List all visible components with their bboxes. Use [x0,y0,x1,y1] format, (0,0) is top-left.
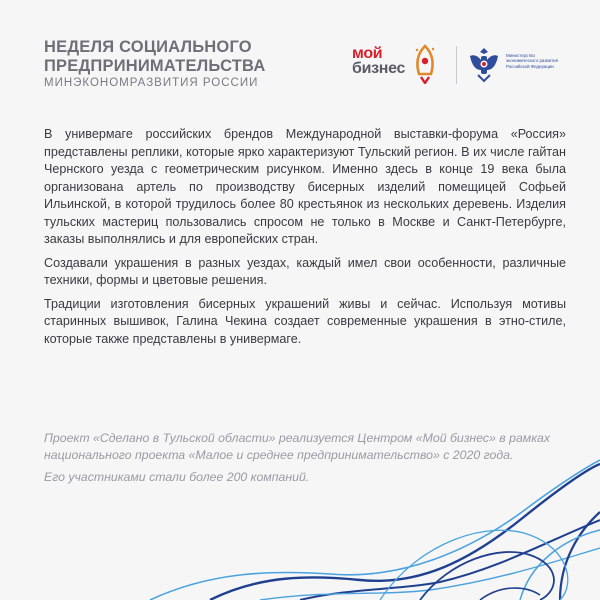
moy-biznes-line-1: мой [352,45,383,62]
footer-paragraph-2: Его участниками стали более 200 компаний. [44,470,310,484]
footer-note [44,430,564,492]
main-article [44,126,566,354]
article-paragraph-3: Традиции изготовления бисерных украшений живы и сейчас. Используя мотивы старинных вышивок, Галина Чекина создает современные украшения в этно-стиле, которые также представлены в универмаге. [44,296,566,346]
article-paragraph-2: Создавали украшения в разных уездах, каждый имел свои особенности, различные техники, формы и цветовые решения. [44,255,566,287]
title-line-2: ПРЕДПРИНИМАТЕЛЬСТВА [44,57,266,75]
article-paragraph-1: В универмаге российских брендов Международной выставки-форума «Россия» представлены реплики, которые ярко характеризуют Тульский регион. В их числе гайтан Чернского уезда с геометрическим рисунком. Именно здесь в конце 19 века была организована артель по производству бисерных изделий помещицей Софьей Ильинской, в которой трудилось более 80 крестьянок из нескольких деревень. Изделия тульских мастериц пользовались спросом не только в Москве и Санкт-Петербурге, заказы выполнялись и для европейских стран. [44,127,566,246]
page-title [44,38,265,76]
moy-biznes-wordmark [352,46,405,76]
eagle-emblem-icon [466,44,502,84]
page-subtitle: МИНЭКОНОМРАЗВИТИЯ РОССИИ [44,77,259,89]
moy-biznes-line-2: бизнес [352,60,406,77]
logo-divider [456,46,457,84]
moy-biznes-logo [352,44,442,86]
ministry-line-3: Российской Федерации [506,63,554,69]
ministry-line-2: экономического развития [506,58,558,64]
title-line-1: НЕДЕЛЯ СОЦИАЛЬНОГО [44,38,252,56]
rocket-icon [412,44,438,84]
ministry-line-1: Министерство [506,53,535,58]
ministry-wordmark [506,53,576,69]
footer-paragraph-1: Проект «Сделано в Тульской области» реализуется Центром «Мой бизнес» в рамках национального проекта «Малое и среднее предпринимательство» с 2020 года. [44,431,551,462]
ministry-logo [466,44,586,84]
